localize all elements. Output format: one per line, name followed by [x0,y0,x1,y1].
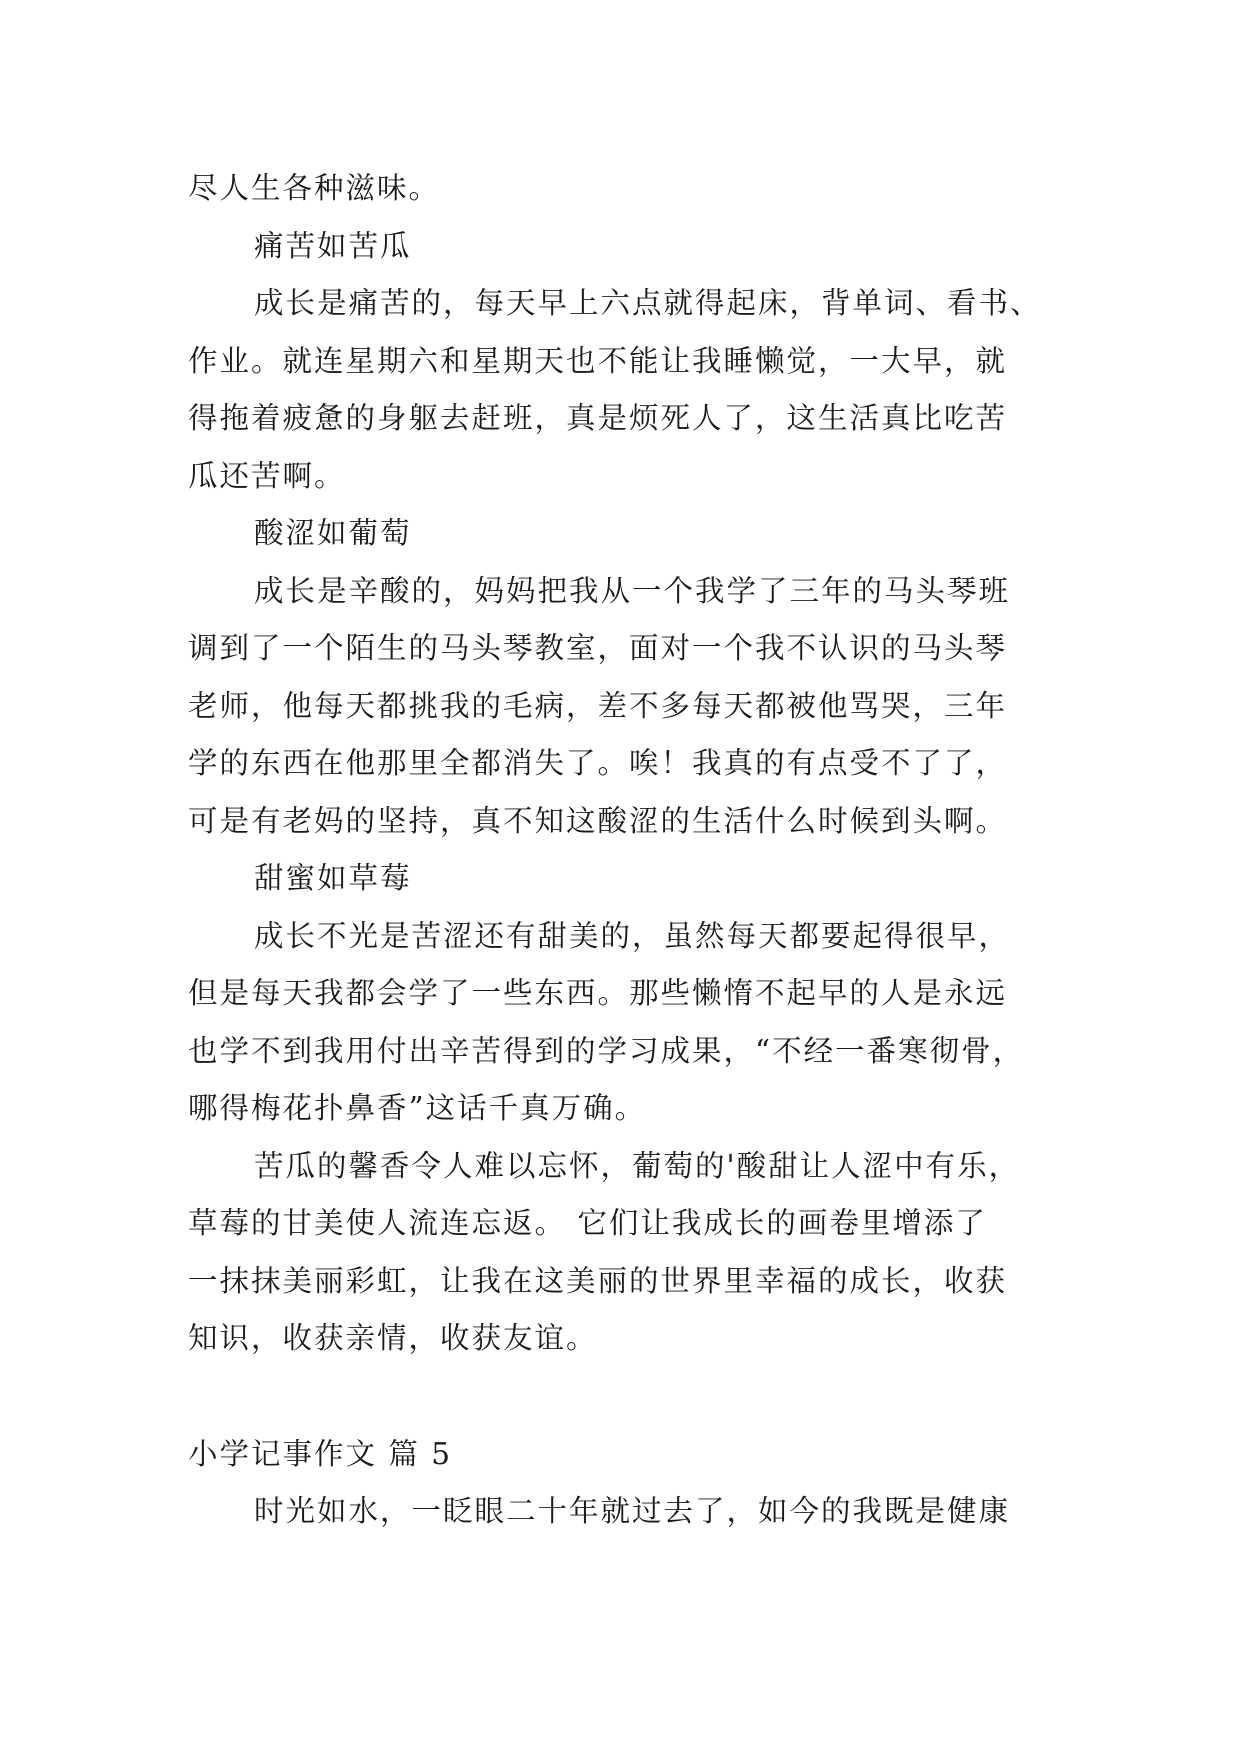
paragraph-line: 但是每天我都会学了一些东西。那些懒惰不起早的人是永远 [188,976,1008,1010]
paragraph-line: 草莓的甘美使人流连忘返。 它们让我成长的画卷里增添了 [188,1206,987,1240]
subheading-sour: 酸涩如葡萄 [254,516,412,550]
paragraph-line: 作业。就连星期六和星期天也不能让我睡懒觉，一大早，就 [188,343,1008,378]
paragraph-line: 成长不光是苦涩还有甜美的，虽然每天都要起得很早， [254,918,1011,953]
paragraph-line: 尽人生各种滋味。 [188,171,441,205]
paragraph-line: 老师，他每天都挑我的毛病，差不多每天都被他骂哭，三年 [188,688,1008,723]
paragraph-line: 可是有老妈的坚持，真不知这酸涩的生活什么时候到头啊。 [188,803,1008,838]
paragraph-line: 哪得梅花扑鼻香”这话千真万确。 [188,1091,647,1125]
paragraph-line: 时光如水，一眨眼二十年就过去了，如今的我既是健康 [254,1494,1011,1528]
paragraph-line: 苦瓜的馨香令人难以忘怀，葡萄的'酸甜让人涩中有乐， [254,1148,1021,1183]
paragraph-line: 成长是痛苦的，每天早上六点就得起床，背单词、看书、 [254,286,1042,320]
subheading-bitter: 痛苦如苦瓜 [254,228,412,263]
paragraph-line: 得拖着疲惫的身躯去赶班，真是烦死人了，这生活真比吃苦 [188,401,1008,435]
paragraph-line: 瓜还苦啊。 [188,458,346,493]
paragraph-line: 知识，收获亲情，收获友谊。 [188,1321,598,1355]
paragraph-line: 一抹抹美丽彩虹，让我在这美丽的世界里幸福的成长，收获 [188,1263,1008,1298]
section-heading: 小学记事作文 篇 5 [188,1436,453,1471]
paragraph-line: 学的东西在他那里全都消失了。唉！我真的有点受不了了， [188,746,1008,780]
paragraph-line: 调到了一个陌生的马头琴教室，面对一个我不认识的马头琴 [188,631,1008,665]
subheading-sweet: 甜蜜如草莓 [254,861,412,895]
paragraph-line: 也学不到我用付出辛苦得到的学习成果，“不经一番寒彻骨， [188,1033,1025,1068]
document-body [188,160,1068,1541]
paragraph-line: 成长是辛酸的，妈妈把我从一个我学了三年的马头琴班 [254,573,1011,608]
